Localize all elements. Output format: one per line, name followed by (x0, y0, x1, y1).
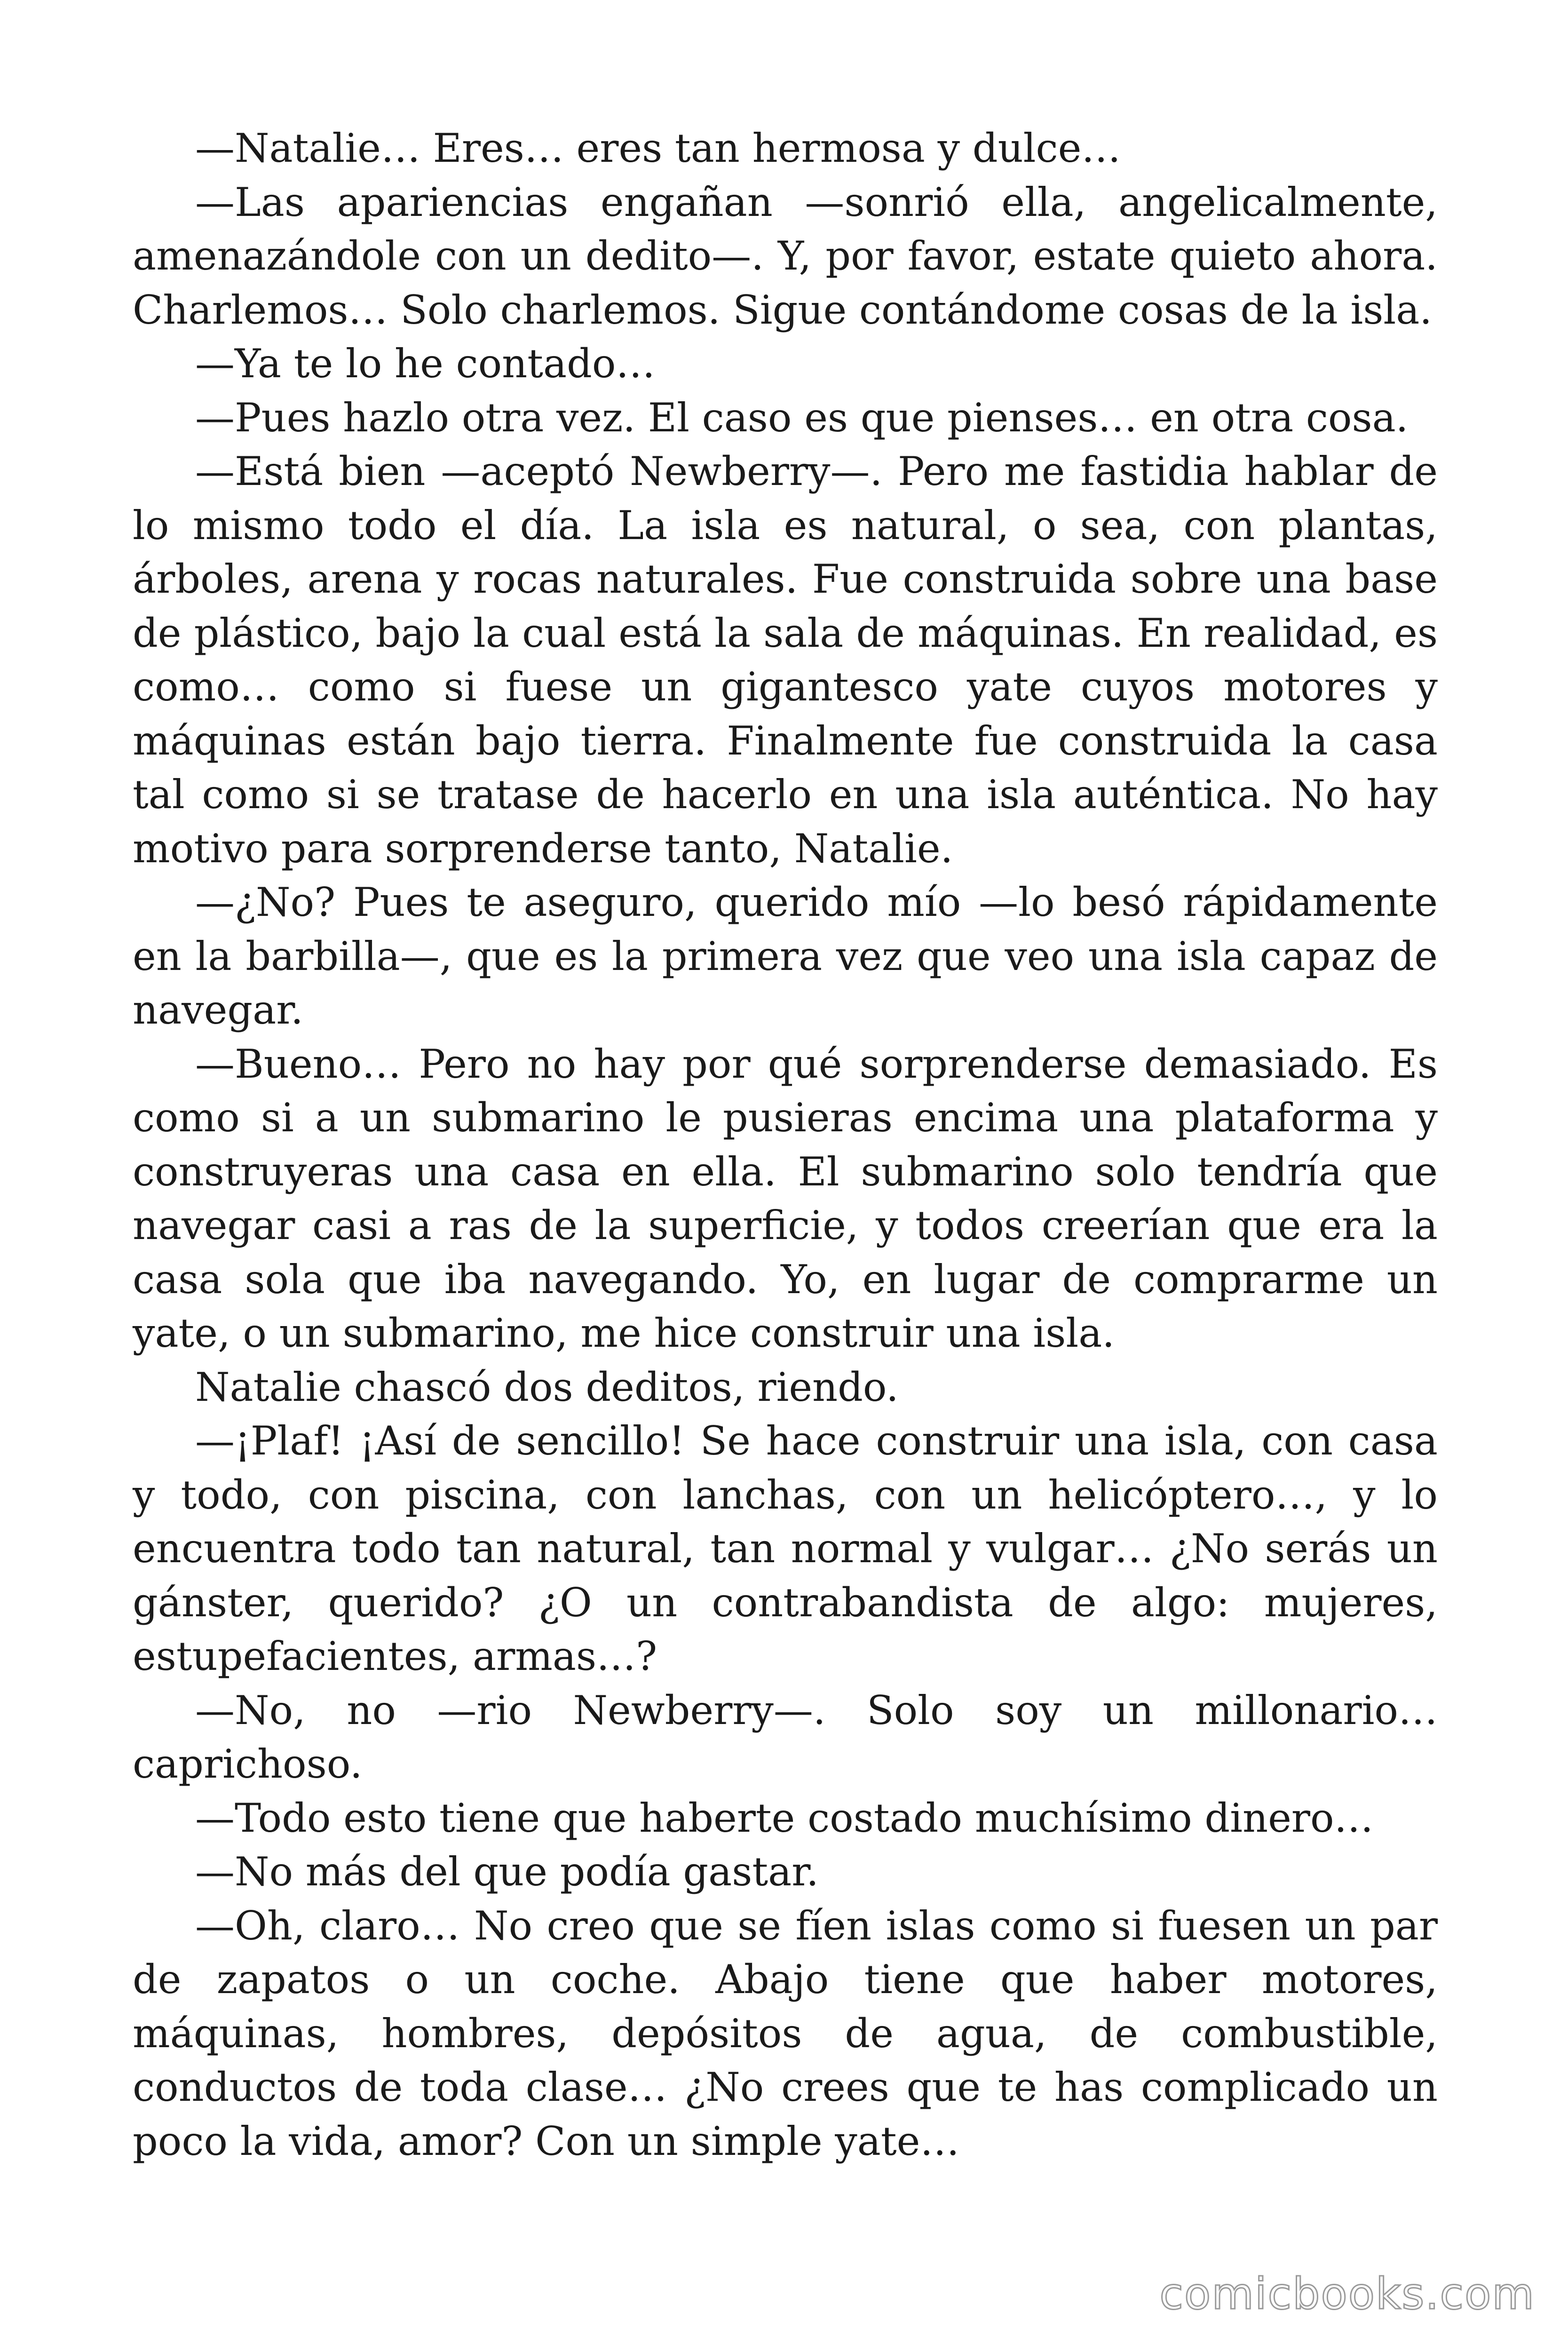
paragraph: —Pues hazlo otra vez. El caso es que pienses… en otra cosa. (195, 394, 1409, 441)
paragraph: —Las apariencias engañan —sonrió ella, angelicalmente, amenazándole con un dedito—. Y, por favor, estate quieto ahora. Charlemos… Solo charlemos. Sigue contándome cosas de la isla. (133, 179, 1438, 333)
paragraph: —¡Plaf! ¡Así de sencillo! Se hace construir una isla, con casa y todo, con piscina, con lanchas, con un helicóptero…, y lo encuentra todo tan natural, tan normal y vulgar… ¿No serás un gánster, querido? ¿O un contrabandista de algo: mujeres, estupefacientes, armas…? (133, 1418, 1438, 1679)
paragraph: —Está bien —aceptó Newberry—. Pero me fastidia hablar de lo mismo todo el día. La isla es natural, o sea, con plantas, árboles, arena y rocas naturales. Fue construida sobre una base de plástico, bajo la cual está la sala de máquinas. En realidad, es como… como si fuese un gigantesco yate cuyos motores y máquinas están bajo tierra. Finalmente fue construida la casa tal como si se tratase de hacerlo en una isla auténtica. No hay motivo para sorprenderse tanto, Natalie. (133, 448, 1438, 872)
watermark: comicbooks.com (1159, 2269, 1535, 2319)
paragraph: —Oh, claro… No creo que se fíen islas como si fuesen un par de zapatos o un coche. Abajo tiene que haber motores, máquinas, hombres, depósitos de agua, de combustible, conductos de toda clase… ¿No crees que te has complicado un poco la vida, amor? Con un simple yate… (133, 1902, 1438, 2164)
paragraph: —¿No? Pues te aseguro, querido mío —lo besó rápidamente en la barbilla—, que es la primera vez que veo una isla capaz de navegar. (133, 879, 1438, 1033)
paragraph: —Bueno… Pero no hay por qué sorprenderse demasiado. Es como si a un submarino le pusieras encima una plataforma y construyeras una casa en ella. El submarino solo tendría que navegar casi a ras de la superficie, y todos creerían que era la casa sola que iba navegando. Yo, en lugar de comprarme un yate, o un submarino, me hice construir una isla. (133, 1041, 1438, 1356)
paragraph: —Ya te lo he contado… (195, 341, 656, 387)
body-text (133, 121, 1438, 2168)
paragraph: —No más del que podía gastar. (195, 1849, 819, 1895)
paragraph: Natalie chascó dos deditos, riendo. (195, 1364, 899, 1410)
paragraph: —Natalie… Eres… eres tan hermosa y dulce… (195, 125, 1121, 171)
paragraph: —Todo esto tiene que haberte costado muchísimo dinero… (195, 1795, 1374, 1841)
paragraph: —No, no —rio Newberry—. Solo soy un millonario… caprichoso. (133, 1687, 1438, 1787)
